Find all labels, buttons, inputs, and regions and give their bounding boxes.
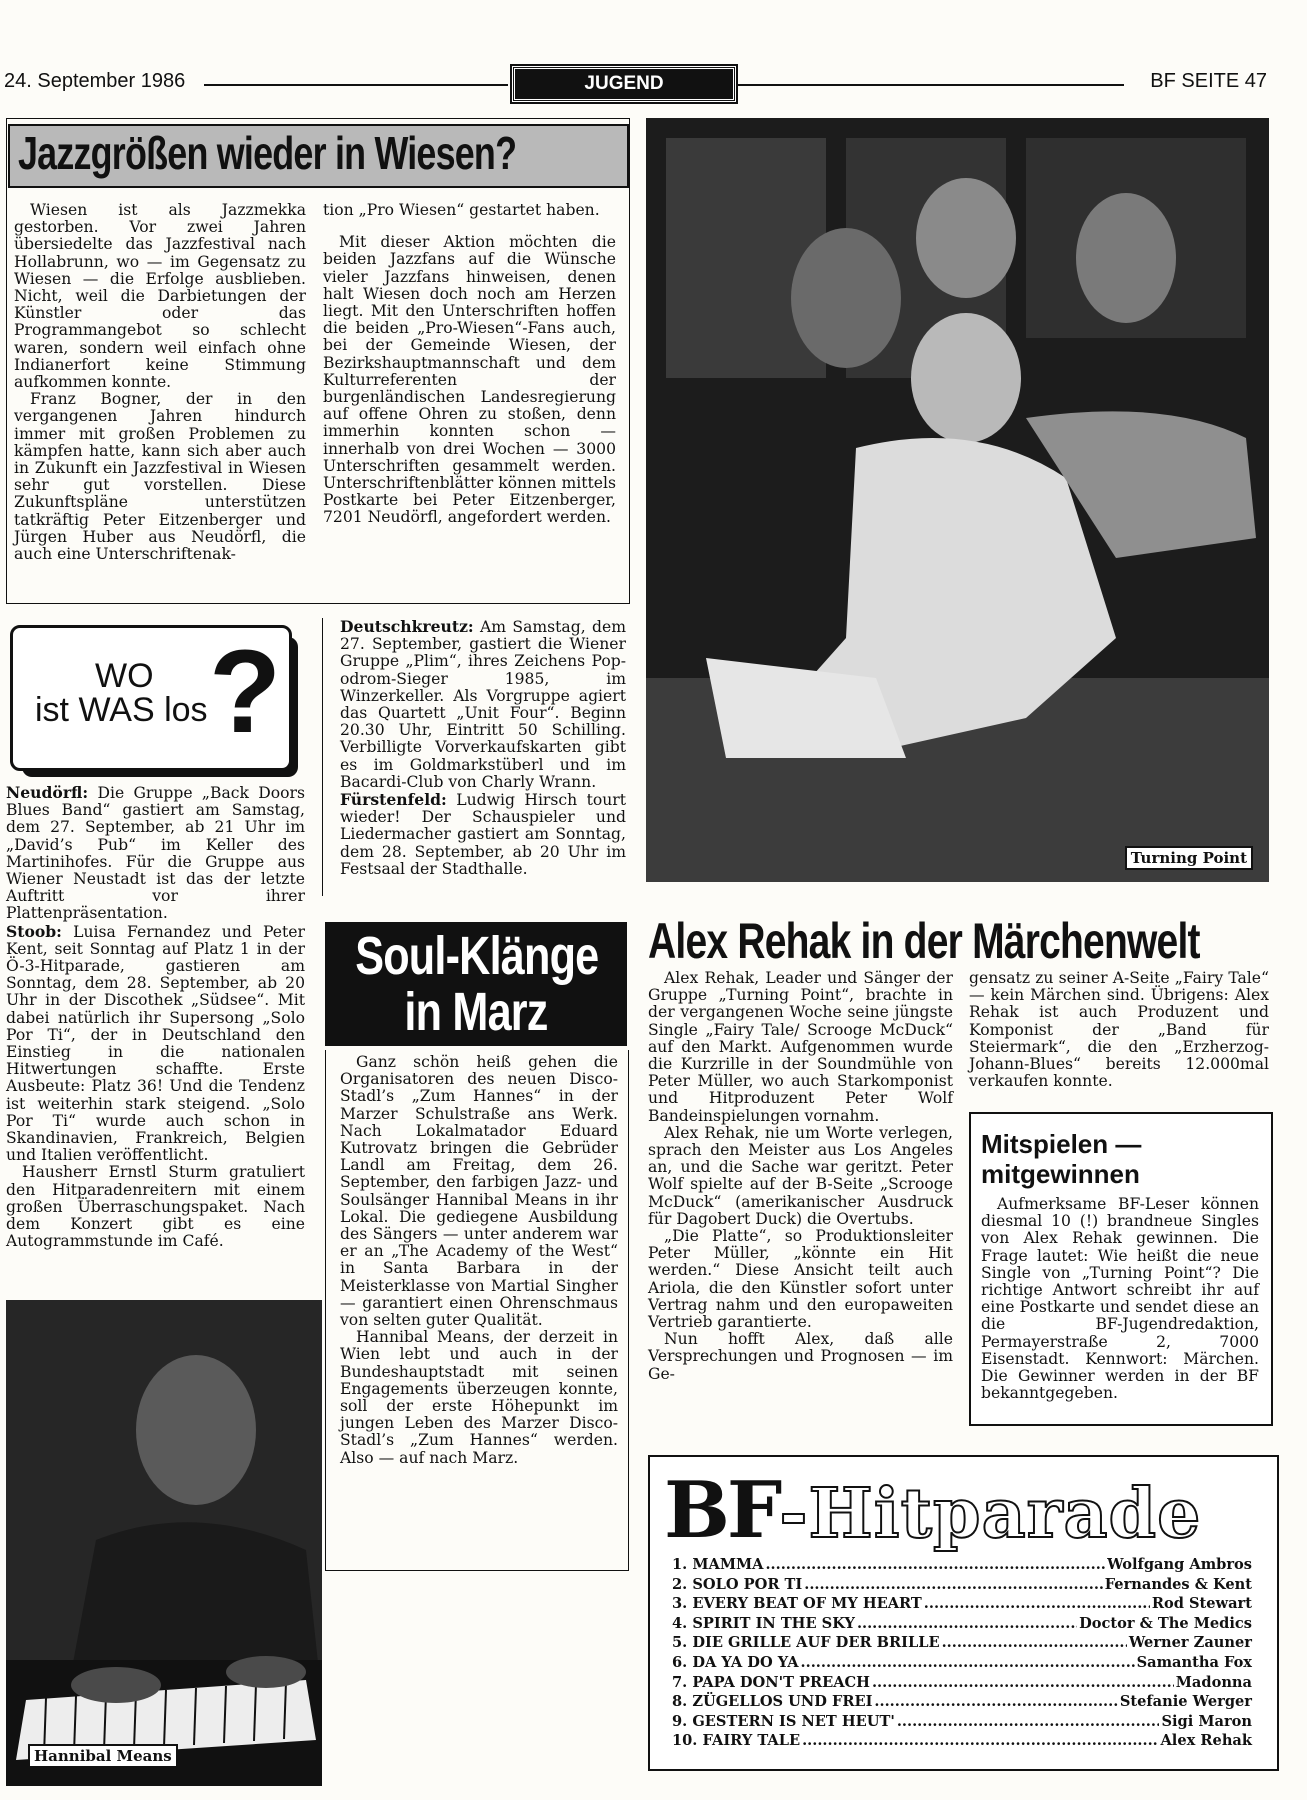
hit-title: MAMMA: [692, 1556, 764, 1573]
hitparade-entry: [672, 1575, 1252, 1595]
jazz-headline: Jazzgrößen wieder in Wiesen?: [18, 127, 517, 179]
soul-headline-box: [325, 922, 627, 1046]
hit-artist: Rod Stewart: [1151, 1595, 1252, 1613]
soul-paragraph: Hannibal Means, der derzeit in Wien lebt und auch in der Bundeshauptstadt mit seinen Engagements überzeugen konnte, soll der erste Höhepunkt im jungen Leben des Marzer Disco-Stadl’s „Zum Hannes“ werden. Also — auf nach Marz.: [340, 1328, 618, 1467]
leader-dots: [942, 1633, 1127, 1653]
hit-rank: 6.: [672, 1653, 688, 1671]
hitparade-entry: [672, 1633, 1252, 1653]
section-label: JUGEND: [512, 66, 736, 102]
hitparade-entry: [672, 1555, 1252, 1575]
band-photo-image: [646, 118, 1269, 882]
contest-box: [969, 1112, 1273, 1426]
event-place: Stoob:: [6, 921, 62, 941]
event-text: Am Samstag, dem 27. September, gastiert die Wiener Gruppe „Plim“, ihres Zeichens Pop-odrom-Sieger 1985, im Winzerkeller. Als Vorgruppe agiert das Quartett „Unit Four“. Beginn 20.30 Uhr, Eintritt 50 Schilling. Verbilligte Vorverkaufskarten gibt es im Goldmarkstüberl und im Bacardi-Club von Charly Wrann.: [340, 618, 626, 791]
hit-artist: Madonna: [1175, 1673, 1252, 1691]
event-place: Deutschkreutz:: [340, 617, 474, 636]
alex-paragraph: „Die Platte“, so Produktionsleiter Peter Müller, „könnte ein Hit werden.“ Diese Ansicht teilt auch Ariola, die den Künstler sofort unter Vertrag nahm und den europaweiten Vertrieb garantierte.: [648, 1227, 953, 1332]
alex-paragraph: gensatz zu seiner A-Seite „Fairy Tale“ — kein Märchen sind. Übrigens: Alex Rehak ist auch Produzent und Komponist der „Band für Steiermark“, die den „Erzherzog-Johann-Blues“ bereits 12.000mal verkaufen konnte.: [969, 969, 1269, 1091]
event-place: Neudörfl:: [6, 783, 89, 802]
leader-dots: [872, 1673, 1174, 1693]
events-left-column: [6, 784, 305, 1250]
jazz-column-2: [323, 202, 616, 527]
hit-title: PAPA DON'T PREACH: [692, 1673, 870, 1691]
hit-rank: 3.: [672, 1595, 688, 1613]
hannibal-photo: [6, 1300, 322, 1786]
hit-artist: Werner Zauner: [1128, 1634, 1252, 1652]
hit-title: FAIRY TALE: [702, 1732, 801, 1750]
leader-dots: [802, 1731, 1158, 1751]
hit-rank: 8.: [672, 1693, 688, 1711]
leader-dots: [801, 1653, 1135, 1673]
event-item: [6, 1164, 305, 1250]
alex-column-1: [648, 970, 953, 1383]
hit-artist: Wolfgang Ambros: [1107, 1556, 1252, 1573]
hitparade-entry: [672, 1653, 1252, 1673]
hit-title: DIE GRILLE AUF DER BRILLE: [692, 1634, 940, 1652]
contest-paragraph: Aufmerksame BF-Leser können diesmal 10 (!) brandneue Singles von Alex Rehak gewinnen. Die Frage lautet: Wie heißt die neue Single von „Turning Point“? Die richtige Antwort schreibt ihr auf eine Postkarte und sendet diese an die BF-Jugendredaktion, Permayerstraße 2, 7000 Eisenstadt. Kennwort: Märchen. Die Gewinner werden in der BF bekanntgegeben.: [981, 1195, 1259, 1403]
issue-date: 24. September 1986: [4, 70, 186, 92]
jazz-paragraph: Wiesen ist als Jazzmekka gestorben. Vor zwei Jahren übersiedelte das Jazzfestival nach Hollabrunn, wo — im Gegensatz zu Wiesen — die Erfolge ausblieben. Nicht, weil die Darbietungen der Künstler oder das Programmangebot so schlecht waren, sondern weil einfach ohne Indianerfort keine Stimmung aufkommen konnte.: [14, 201, 306, 392]
hit-rank: 9.: [672, 1712, 688, 1730]
jazz-paragraph: tion „Pro Wiesen“ gestartet haben.: [323, 201, 600, 219]
leader-dots: [897, 1712, 1160, 1732]
jazz-paragraph: Mit dieser Aktion möchten die beiden Jazzfans auf die Wünsche vieler Jazzfans hinweisen, denen halt Wiesen doch noch am Herzen liegt. Mit den Unterschriften hoffen die beiden „Pro-Wiesen“-Fans auch, bei der Gemeinde Wiesen, der Bezirkshauptmannschaft und dem Kulturreferenten der burgenländischen Landesregierung auf offene Ohren zu stoßen, denn immerhin konnten schon — innerhalb von drei Wochen — 3000 Unterschriften gesammelt werden. Unterschriftenblätter können mittels Postkarte bei Peter Eitzenberger, 7201 Neudörfl, angefordert werden.: [323, 233, 616, 527]
hit-artist: Fernandes & Kent: [1104, 1575, 1252, 1593]
hitparade-title-rest: -Hitparade: [779, 1474, 1202, 1554]
hit-rank: 10.: [672, 1732, 698, 1750]
alex-headline: Alex Rehak in der Märchenwelt: [648, 913, 1200, 969]
event-item: [340, 618, 626, 791]
leader-dots: [924, 1594, 1150, 1614]
hitparade-entry: [672, 1731, 1252, 1751]
header-rule-left: [204, 84, 508, 86]
band-photo: [646, 118, 1269, 882]
hitparade-title: [664, 1465, 1201, 1556]
hit-artist: Alex Rehak: [1160, 1732, 1252, 1750]
leader-dots: [804, 1575, 1103, 1595]
hitparade-entry: [672, 1594, 1252, 1614]
leader-dots: [857, 1614, 1077, 1634]
event-item: [6, 923, 305, 1165]
hit-rank: 1.: [672, 1556, 688, 1573]
hit-title: EVERY BEAT OF MY HEART: [692, 1595, 922, 1613]
soul-headline-line-1: Soul-Klänge: [355, 926, 599, 986]
hit-artist: Stefanie Werger: [1119, 1693, 1252, 1711]
hit-title: SPIRIT IN THE SKY: [692, 1614, 855, 1632]
page-number: BF SEITE 47: [1150, 70, 1267, 92]
event-text: Die Gruppe „Back Doors Blues Band“ gastiert am Samstag, dem 27. September, ab 21 Uhr im „David’s Pub“ im Keller des Martinihofes. Für die Gruppe aus Wiener Neustadt ist das der letzte Auftritt vor ihrer Plattenpräsentation.: [6, 784, 305, 923]
hitparade-list: [672, 1555, 1252, 1751]
question-mark-icon: ?: [209, 626, 282, 758]
alex-paragraph: Nun hofft Alex, daß alle Versprechungen und Prognosen — im Ge-: [648, 1330, 953, 1383]
event-item: [340, 791, 626, 878]
hannibal-photo-image: [6, 1300, 322, 1786]
hit-artist: Sigi Maron: [1161, 1712, 1252, 1730]
column-rule: [322, 618, 323, 896]
alex-paragraph: Alex Rehak, Leader und Sänger der Gruppe „Turning Point“, brachte in der vergangenen Woche seine jüngste Single „Fairy Tale/ Scrooge McDuck“ auf den Markt. Aufgenommen wurde die Kurzrille in der Soundmühle von Peter Müller, wo auch Starkomponist und Hitproduzent Peter Wolf Bandeinspielungen vornahm.: [648, 969, 953, 1125]
event-text: Luisa Fernandez und Peter Kent, seit Sonntag auf Platz 1 in der Ö-3-Hitparade, gastieren am Sonntag, dem 28. September, ab 20 Uhr in der Discothek „Südsee“. Mit dabei natürlich ihr Supersong „Solo Por Ti“, der in Deutschland den Einstieg in die nationalen Hitwertungen schaffte. Erste Ausbeute: Platz 36! Und die Tendenz ist weiterhin stark steigend. „Solo Por Ti“ wurde auch schon in Skandinavien, Frankreich, Belgien und Italien veröffentlicht.: [6, 922, 305, 1165]
wo-line-1: WO: [95, 657, 154, 695]
hit-title: GESTERN IS NET HEUT': [692, 1712, 895, 1730]
hit-title: DA YA DO YA: [692, 1653, 799, 1671]
hit-rank: 7.: [672, 1673, 688, 1691]
hitparade-entry: [672, 1614, 1252, 1634]
alex-paragraph: Alex Rehak, nie um Worte verlegen, sprach den Meister aus Los Angeles an, und die Sache war geritzt. Peter Wolf spielte auf der B-Seite „Scrooge McDuck“ (amerikanischer Ausdruck für Dagobert Duck) die Overtubs.: [648, 1123, 953, 1228]
event-place: Fürstenfeld:: [340, 790, 447, 810]
wo-ist-was-los-box: [10, 625, 292, 771]
hitparade-entry: [672, 1692, 1252, 1712]
leader-dots: [765, 1555, 1105, 1575]
hit-title: SOLO POR TI: [692, 1575, 803, 1593]
alex-column-2: [969, 970, 1269, 1090]
hannibal-photo-caption: Hannibal Means: [28, 1744, 178, 1768]
soul-article-body: [340, 1054, 618, 1467]
hit-title: ZÜGELLOS UND FREI: [692, 1693, 873, 1711]
contest-title-line-1: Mitspielen —: [981, 1129, 1142, 1159]
contest-text: [981, 1196, 1259, 1402]
jazz-paragraph: Franz Bogner, der in den vergangenen Jahren hindurch immer mit großen Problemen zu kämpfen hatte, kann sich aber auch in Zukunft ein Jazzfestival in Wiesen sehr gut vorstellen. Diese Zukunftspläne unterstützen tatkräftig Peter Eitzenberger und Jürgen Huber aus Neudörfl, die auch eine Unterschriftenak-: [14, 390, 306, 564]
header-rule-right: [736, 84, 1124, 86]
band-photo-caption: Turning Point: [1125, 846, 1253, 870]
hitparade-entry: [672, 1673, 1252, 1693]
event-text: Ludwig Hirsch tourt wieder! Der Schauspieler und Liedermacher gastiert am Sonntag, dem 28. September, ab 20 Uhr im Festsaal der Stadthalle.: [340, 791, 626, 878]
event-item: [6, 784, 305, 923]
hitparade-title-bf: BF: [664, 1465, 780, 1556]
leader-dots: [874, 1692, 1117, 1712]
hitparade-box: [648, 1455, 1279, 1771]
soul-headline-line-2: in Marz: [404, 982, 548, 1042]
jazz-column-1: [14, 202, 306, 563]
hit-artist: Doctor & The Medics: [1079, 1614, 1252, 1632]
events-mid-column: [340, 618, 626, 878]
soul-paragraph: Ganz schön heiß gehen die Organisatoren des neuen Disco-Stadl’s „Zum Hannes“ in der Marzer Schulstraße ans Werk. Nach Lokalmatador Eduard Kutrovatz bringen die Gebrüder Landl am Freitag, dem 26. September, den farbigen Jazz- und Soulsänger Hannibal Means in ihr Lokal. Die gediegene Ausbildung des Sängers — unter anderem war er an „The Academy of the West“ in Santa Barbara in der Meisterklasse von Martial Singher — garantiert einen Ohrenschmaus von selten guter Qualität.: [340, 1053, 618, 1330]
hit-rank: 2.: [672, 1575, 688, 1593]
wo-line-2: ist WAS los: [35, 691, 208, 729]
hitparade-entry: [672, 1712, 1252, 1732]
hit-artist: Samantha Fox: [1136, 1653, 1252, 1671]
hit-rank: 5.: [672, 1634, 688, 1652]
event-text: Hausherr Ernstl Sturm gratuliert den Hitparadenreitern mit einem großen Überraschungspaket. Nach dem Konzert gibt es eine Autogrammstunde im Café.: [6, 1163, 305, 1251]
hit-rank: 4.: [672, 1614, 688, 1632]
contest-title-line-2: mitgewinnen: [981, 1159, 1140, 1189]
